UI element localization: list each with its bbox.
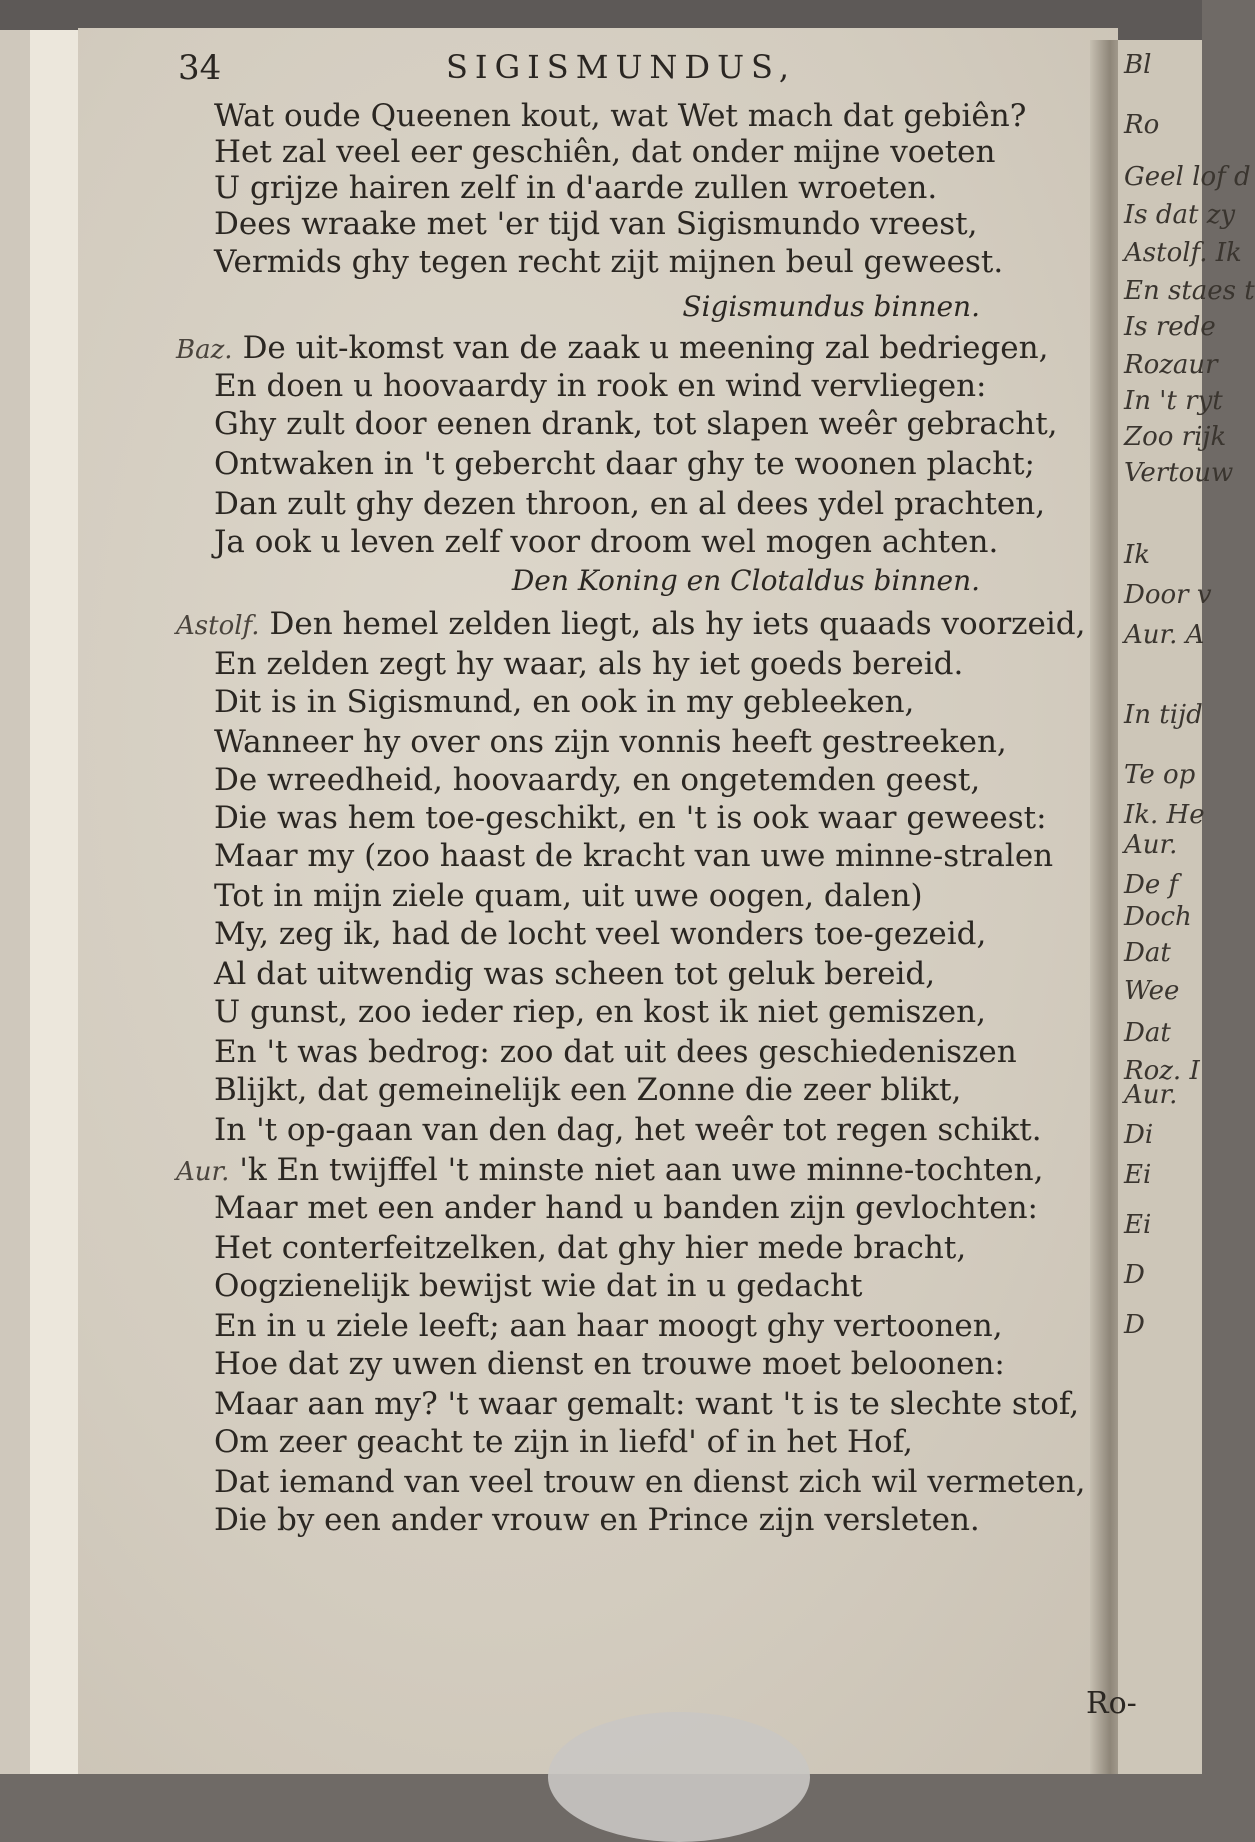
verse-line [214, 1462, 1085, 1502]
facing-page-text: Aur. [1124, 1080, 1178, 1110]
facing-page-text: Ik [1124, 540, 1151, 570]
verse-line-text: Het conterfeitzelken, dat ghy hier mede bracht, [214, 1230, 967, 1266]
verse-line-text: Ghy zult door eenen drank, tot slapen weêr gebracht, [214, 406, 1058, 442]
facing-page-text: Te op [1124, 760, 1196, 790]
verse-line-text: My, zeg ik, had de locht veel wonders toe-gezeid, [214, 916, 987, 952]
facing-page-fragment [1118, 40, 1255, 1774]
verse-line [214, 1032, 1017, 1072]
verse-line [214, 404, 1058, 444]
running-title: SIGISMUNDUS, [446, 48, 796, 86]
verse-line [214, 1384, 1079, 1424]
verse-line-text: Maar my (zoo haast de kracht van uwe minne-stralen [214, 838, 1054, 874]
speaker-label: Astolf. [176, 611, 260, 641]
verse-line-text: Wanneer hy over ons zijn vonnis heeft gestreeken, [214, 724, 1007, 760]
verse-line [214, 760, 980, 800]
verse-line-text: Ja ook u leven zelf voor droom wel mogen achten. [214, 524, 999, 560]
verse-line-text: Maar aan my? 't waar gemalt: want 't is te slechte stof, [214, 1386, 1080, 1422]
verse-line [214, 644, 963, 684]
facing-page-text: Dat [1124, 1018, 1171, 1048]
verse-line [214, 1110, 1042, 1150]
speaker-label: Baz. [176, 335, 233, 365]
verse-line-text: Wat oude Queenen kout, wat Wet mach dat gebiên? [214, 98, 1027, 134]
verse-line-text: De uit-komst van de zaak u meening zal bedriegen, [242, 330, 1049, 366]
verse-line [176, 328, 1048, 370]
facing-page-text: Door v [1124, 580, 1212, 610]
facing-page-text: Wee [1124, 976, 1180, 1006]
verse-line [214, 242, 1003, 282]
facing-page-text: Roz. I [1124, 1056, 1200, 1086]
verse-line-text: Maar met een ander hand u banden zijn gevlochten: [214, 1190, 1038, 1226]
verse-line-text: En doen u hoovaardy in rook en wind vervliegen: [214, 368, 987, 404]
verse-line [214, 366, 987, 406]
verse-line [214, 484, 1045, 524]
verse-line [214, 204, 977, 244]
verse-line-text: Dit is in Sigismund, en ook in my gebleeken, [214, 684, 915, 720]
verse-line [214, 954, 935, 994]
verse-line-text: En in u ziele leeft; aan haar moogt ghy vertoonen, [214, 1308, 1003, 1344]
verse-line [214, 1266, 863, 1306]
stage-direction-text: Den Koning en Clotaldus binnen. [511, 564, 980, 597]
facing-page-text: Aur. [1124, 830, 1178, 860]
verse-line [214, 1070, 961, 1110]
facing-page-text: Bl [1124, 50, 1152, 80]
facing-page-text: D [1124, 1260, 1145, 1290]
verse-line [214, 1422, 913, 1462]
facing-page-text: Geel lof d [1124, 162, 1251, 192]
verse-line [214, 522, 998, 562]
verse-line [214, 132, 995, 172]
stage-direction [512, 560, 980, 601]
verse-line [214, 798, 1047, 838]
facing-page-text: Vertouw [1124, 458, 1234, 488]
verse-line-text: Dat iemand van veel trouw en dienst zich wil vermeten, [214, 1464, 1086, 1500]
facing-page-text: En staes t [1124, 276, 1255, 306]
facing-page-text: De f [1124, 870, 1179, 900]
verse-line-text: De wreedheid, hoovaardy, en ongetemden geest, [214, 762, 981, 798]
facing-page-text: Ei [1124, 1160, 1152, 1190]
verse-line-text: Het zal veel eer geschiên, dat onder mijne voeten [214, 134, 996, 170]
verse-line [214, 96, 1026, 136]
verse-line-text: In 't op-gaan van den dag, het weêr tot regen schikt. [214, 1112, 1042, 1148]
stage-direction [682, 286, 980, 327]
verse-line-text: Om zeer geacht te zijn in liefd' of in het Hof, [214, 1424, 913, 1460]
facing-page-text: Ro [1124, 110, 1160, 140]
verse-line [214, 682, 914, 722]
verse-line-text: U grijze hairen zelf in d'aarde zullen wroeten. [214, 170, 938, 206]
facing-page-text: In tijd [1124, 700, 1203, 730]
verse-line-text: Dees wraake met 'er tijd van Sigismundo vreest, [214, 206, 978, 242]
verse-line-text: En 't was bedrog: zoo dat uit dees geschiedeniszen [214, 1034, 1017, 1070]
verse-line-text: 'k En twijffel 't minste niet aan uwe minne-tochten, [239, 1152, 1044, 1188]
verse-line-text: Hoe dat zy uwen dienst en trouwe moet beloonen: [214, 1346, 1005, 1382]
thumb-shadow [548, 1712, 810, 1842]
verse-line-text: U gunst, zoo ieder riep, en kost ik niet gemiszen, [214, 994, 986, 1030]
verse-line-text: Die was hem toe-geschikt, en 't is ook waar geweest: [214, 800, 1047, 836]
facing-page-text: In 't ryt [1124, 386, 1223, 416]
verse-line-text: Den hemel zelden liegt, als hy iets quaads voorzeid, [269, 606, 1086, 642]
facing-page-text: Rozaur [1124, 350, 1218, 380]
page-number: 34 [178, 48, 222, 88]
verse-line [214, 914, 986, 954]
verse-line [214, 992, 986, 1032]
facing-page-text: Aur. A [1124, 620, 1205, 650]
speaker-label: Aur. [176, 1157, 230, 1187]
verse-line-text: Oogzienelijk bewijst wie dat in u gedacht [214, 1268, 863, 1304]
facing-page-text: Is dat zy [1124, 200, 1236, 230]
verse-line [214, 1500, 980, 1540]
facing-page-text: Astolf. Ik [1124, 238, 1242, 268]
verse-line [214, 1188, 1038, 1228]
verse-line [176, 604, 1085, 646]
verse-line [176, 1150, 1043, 1192]
facing-page-text: Ei [1124, 1210, 1152, 1240]
verse-line [214, 876, 923, 916]
verse-line [214, 444, 1035, 484]
verse-line [214, 1228, 966, 1268]
verse-line-text: Blijkt, dat gemeinelijk een Zonne die zeer blikt, [214, 1072, 962, 1108]
verse-line [214, 836, 1053, 876]
verse-line-text: Ontwaken in 't gebercht daar ghy te woonen placht; [214, 446, 1035, 482]
verse-line [214, 1344, 1005, 1384]
verse-line-text: En zelden zegt hy waar, als hy iet goeds bereid. [214, 646, 964, 682]
verse-line-text: Vermids ghy tegen recht zijt mijnen beul geweest. [214, 244, 1004, 280]
verse-line-text: Tot in mijn ziele quam, uit uwe oogen, dalen) [214, 878, 923, 914]
verse-line [214, 722, 1007, 762]
page-header [0, 48, 1202, 98]
verse-line-text: Die by een ander vrouw en Prince zijn versleten. [214, 1502, 980, 1538]
verse-line [214, 1306, 1003, 1346]
facing-page-text: D [1124, 1310, 1145, 1340]
facing-page-text: Is rede [1124, 312, 1216, 342]
verse-line-text: Al dat uitwendig was scheen tot geluk bereid, [214, 956, 936, 992]
previous-page-edge [0, 30, 78, 1774]
facing-page-text: Dat [1124, 938, 1171, 968]
facing-page-text: Doch [1124, 902, 1192, 932]
facing-page-text: Ik. He [1124, 800, 1205, 830]
catchword: Ro- [1086, 1686, 1137, 1721]
facing-page-text: Zoo rijk [1124, 422, 1227, 452]
verse-line-text: Dan zult ghy dezen throon, en al dees ydel prachten, [214, 486, 1046, 522]
facing-page-text: Di [1124, 1120, 1154, 1150]
stage-direction-text: Sigismundus binnen. [682, 290, 980, 323]
verse-line [214, 168, 937, 208]
